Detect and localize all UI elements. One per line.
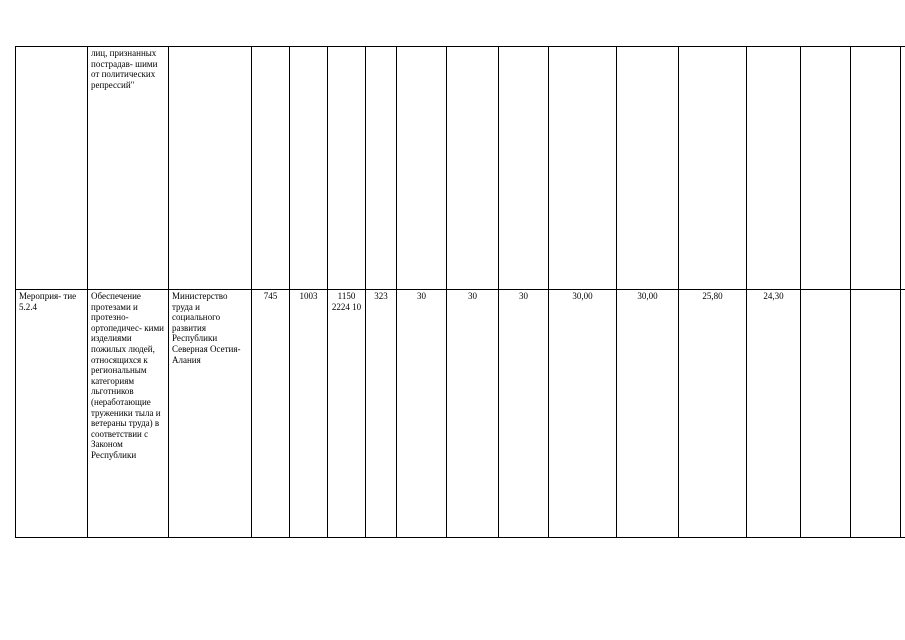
cell-responsible xyxy=(169,47,252,290)
cell-activity-name: лиц, признанных пострадав- шими от политических репрессий" xyxy=(88,47,169,290)
cell-value xyxy=(549,47,617,290)
cell-value xyxy=(747,47,801,290)
cell-activity-name: Обеспечение протезами и протезно- ортопедичес- кими изделиями пожилых людей, относящихся к региональным категориям льготников (неработающие труженики тыла и ветераны труда) в соответствии с Законом Республики xyxy=(88,290,169,538)
cell-value xyxy=(679,47,747,290)
table-row xyxy=(16,290,905,538)
table-row xyxy=(16,47,905,290)
cell-value xyxy=(447,47,499,290)
cell-value xyxy=(328,47,366,290)
cell-activity-code: Мероприя- тие 5.2.4 xyxy=(16,290,88,538)
cell-value: 30 xyxy=(447,290,499,538)
cell-value xyxy=(499,47,549,290)
cell-value: 1150 2224 10 xyxy=(328,290,366,538)
cell-value xyxy=(366,47,397,290)
cell-value: 30 xyxy=(499,290,549,538)
cell-value xyxy=(801,47,851,290)
cell-value xyxy=(901,290,905,538)
cell-value xyxy=(397,47,447,290)
cell-value: 1003 xyxy=(290,290,328,538)
cell-value xyxy=(290,47,328,290)
cell-value: 25,80 xyxy=(679,290,747,538)
cell-value: 323 xyxy=(366,290,397,538)
cell-value: 30 xyxy=(397,290,447,538)
cell-value xyxy=(801,290,851,538)
cell-value: 30,00 xyxy=(549,290,617,538)
cell-value: 745 xyxy=(252,290,290,538)
program-table xyxy=(15,46,905,538)
cell-value xyxy=(901,47,905,290)
cell-value xyxy=(252,47,290,290)
cell-value: 24,30 xyxy=(747,290,801,538)
cell-value xyxy=(617,47,679,290)
cell-value: 30,00 xyxy=(617,290,679,538)
cell-value xyxy=(851,290,901,538)
cell-value xyxy=(851,47,901,290)
cell-responsible: Министерство труда и социального развития Республики Северная Осетия-Алания xyxy=(169,290,252,538)
cell-activity-code xyxy=(16,47,88,290)
